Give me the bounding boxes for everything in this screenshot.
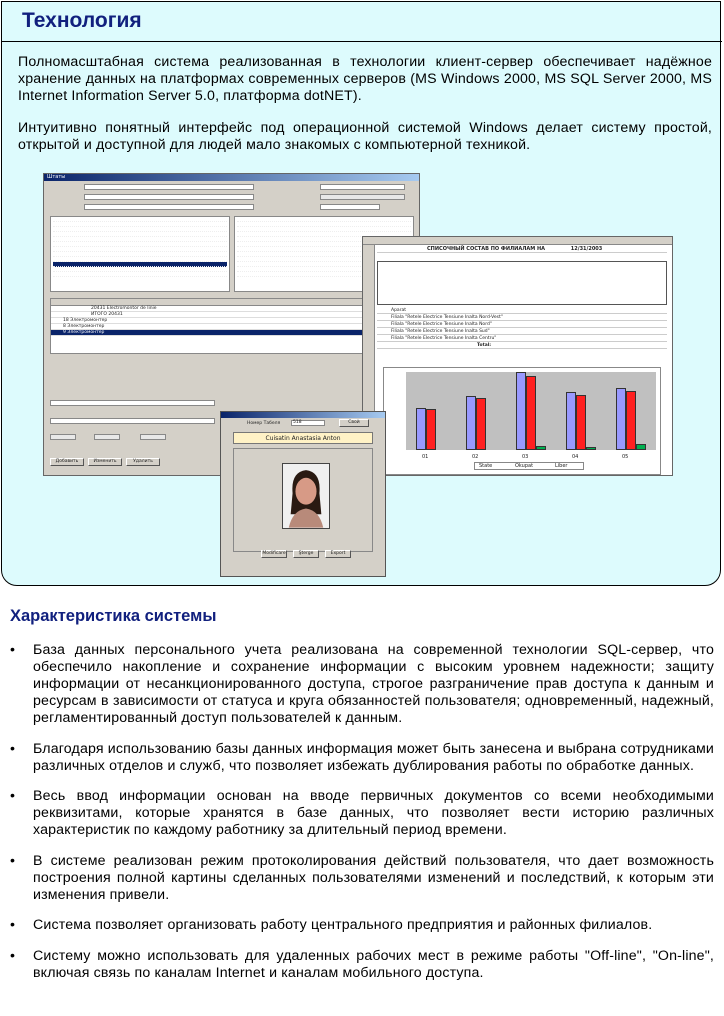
intro-paragraph-2: Интуитивно понятный интерфейс под операционной системой Windows делает систему простой, открытой и доступной для людей мало знакомых с компьютерной техникой. [18,120,712,153]
sheet-date: 12/31/2003 [570,246,603,252]
export-button: Export [325,550,351,558]
bullet-dot: • [10,852,16,869]
list-item [8,853,714,904]
page-title: Технология [22,9,142,32]
field-sector [84,204,254,210]
legend-item: Liber [555,463,568,469]
bullet-dot: • [10,947,16,964]
main-window-titlebar: Штаты [44,174,419,181]
employee-photo [282,463,330,529]
chart-legend [474,462,584,470]
field-position [50,400,215,406]
list-item-text: В системе реализован режим протоколирования действий пользователя, что дает возможность построения полной картины сделанных пользователями изменений и последствий, к которым эти изменения привели. [33,852,714,903]
employee-card-titlebar [221,412,385,418]
bullet-dot: • [10,788,16,804]
field-tariff [140,434,166,440]
sheet-row: Filiala "Retele Electrice Tensiune Inalta Centru" [377,335,667,342]
characteristics-title: Характеристика системы [10,607,217,625]
field-min [50,434,76,440]
legend-item: State [479,463,493,469]
list-item-text: База данных персонального учета реализована на современной технологии SQL-сервер, что обеспечило накопление и сохранение информации с высоким уровнем надежности; защиту информации от несанкционированного доступа, строгое разграничение прав доступа к данным и ресурсам в зависимости от статуса и круга обязанностей пользователя; одновременный, надежный, регламентированный доступ пользователей к данным. [33,642,714,726]
chart-bar [616,388,626,450]
screenshot-spreadsheet [362,236,673,476]
sheet-total-row: Total: [377,342,667,349]
legend-item: Okupat [515,463,534,469]
grid-row: ИТОГО 20431 [51,312,413,318]
field-table [50,418,215,424]
modify-button: Modificare [262,551,286,556]
list-item-text: Благодаря использованию базы данных информация может быть занесена и выбрана сотрудниками различных отделов и служб, что позволяет избежать дублирования работы по обработке данных. [33,740,714,774]
staff-grid [50,298,414,354]
sheet-row: Filiala "Retele Electrice Tensiune Inalta Nord-Vest" [377,314,667,321]
tab-number-label: Номер Табеля [247,421,281,426]
list-item-text: Весь ввод информации основан на вводе первичных документов со всеми необходимыми реквизитами, которые хранятся в базе данных, что позволяет вести историю различных характеристик по каждому работнику за длительный период времени. [33,788,714,838]
field-rate [94,434,120,440]
list-item [8,917,714,934]
chart-bar [536,446,546,450]
grid-row: 18 Электромонтер [51,318,413,324]
tree-departments [50,216,230,292]
add-button: Добавить [50,458,84,466]
list-item [8,788,714,839]
chart-bar [476,398,486,450]
sheet-row: Aparat [377,307,667,314]
title-divider [2,41,722,42]
grid-row: 9 Электромонтер [51,330,413,336]
chart-bar [566,392,576,450]
field-enterprise [84,184,254,190]
list-item [8,948,714,982]
grid-row: 20431 Electromontor de linie [51,306,413,312]
chart-plot-area [406,372,656,450]
staff-chart [383,367,661,475]
chart-bar [416,408,426,450]
sheet-row: Filiala "Retele Electrice Tensiune Inalta Nord" [377,321,667,328]
chart-category-label: 03 [522,454,529,460]
field-date-to [320,204,380,210]
chart-category-label: 04 [572,454,579,460]
sheet-column-header [363,237,672,245]
delete-button: Удалить [126,458,160,466]
grid-row: 8 Электромонтер [51,324,413,330]
bullet-dot: • [10,917,16,933]
chart-category-label: 01 [422,454,429,460]
bullet-dot: • [10,740,16,757]
list-item [8,741,714,775]
bullet-dot: • [10,642,16,658]
field-status [320,184,405,190]
chart-category-label: 05 [622,454,629,460]
chart-bar [576,395,586,450]
chart-bar [626,391,636,450]
photo-frame [233,448,373,552]
list-item-text: Систему можно использовать для удаленных рабочих мест в режиме работы "Off-line", "On-line", включая связь по каналам Internet и каналам мобильного доступа. [33,947,714,981]
chart-category-label: 02 [472,454,479,460]
chart-bar [426,409,436,450]
chart-bar [586,447,596,450]
intro-paragraph-1: Полномасштабная система реализованная в технологии клиент-сервер обеспечивает надёжное хранение данных на платформах современных серверов (MS Windows 2000, MS SQL Server 2000, MS Internet Information Server 5.0, платформа dotNET). [18,54,712,104]
chart-bar [516,372,526,450]
employee-name: Cuisatin Anastasia Anton [233,432,373,444]
search-own-button: Свой [339,419,369,427]
field-department [84,194,254,200]
field-date-from [320,194,405,200]
list-item [8,642,714,727]
screenshot-employee-card [220,411,386,577]
characteristics-list [8,642,714,995]
sheet-header-block [377,261,667,305]
sheet-heading: СПИСОЧНЫЙ СОСТАВ ПО ФИЛИАЛАМ НА [427,246,546,252]
delete-photo-button: Şterge [293,550,319,558]
tab-number-field: 518 [291,420,325,426]
edit-button: Изменить [88,458,122,466]
chart-bar [526,376,536,450]
list-item-text: Система позволяет организовать работу центрального предприятия и районных филиалов. [33,917,653,933]
chart-bar [636,444,646,450]
chart-bar [466,396,476,450]
sheet-row: Filiala "Retele Electrice Tensiune Inalta Sud" [377,328,667,335]
